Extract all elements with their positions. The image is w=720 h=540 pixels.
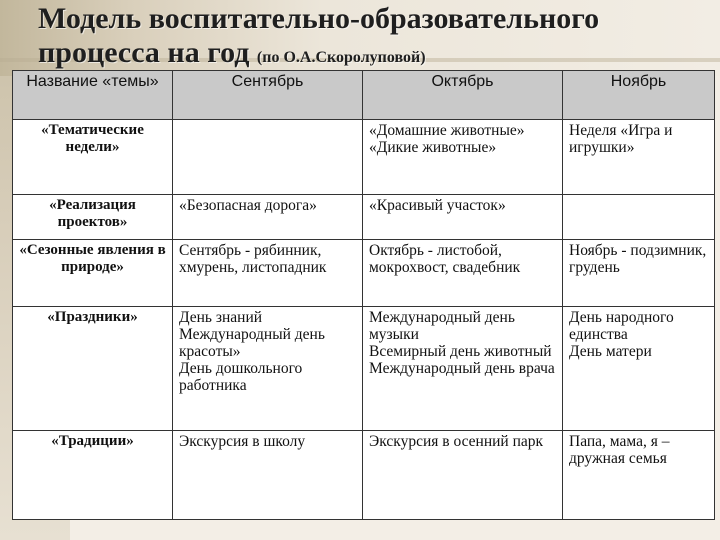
cell-sep bbox=[173, 120, 363, 195]
table-row bbox=[13, 120, 715, 195]
header-november: Ноябрь bbox=[563, 71, 715, 120]
header-september: Сентябрь bbox=[173, 71, 363, 120]
cell-line: Международный день врача bbox=[369, 359, 555, 377]
cell-oct bbox=[363, 120, 563, 195]
table-header-row bbox=[13, 71, 715, 120]
cell-nov bbox=[563, 239, 715, 306]
table-row bbox=[13, 239, 715, 306]
cell-line: Папа, мама, я – дружная семья bbox=[569, 432, 670, 467]
cell-nov bbox=[563, 120, 715, 195]
cell-sep bbox=[173, 430, 363, 519]
cell-line: Экскурсия в осенний парк bbox=[369, 432, 544, 450]
table-row bbox=[13, 306, 715, 430]
cell-line: День дошкольного работника bbox=[179, 359, 303, 394]
row-topic: «Традиции» bbox=[13, 430, 173, 519]
row-topic: «Реализация проектов» bbox=[13, 195, 173, 240]
row-topic: «Тематические недели» bbox=[13, 120, 173, 195]
title-author: (по О.А.Скоролуповой) bbox=[256, 49, 426, 66]
cell-line: Всемирный день животный bbox=[369, 342, 552, 360]
cell-line: Международный день музыки bbox=[369, 308, 515, 343]
title-line-2: процесса на год bbox=[38, 36, 250, 69]
cell-line: «Красивый участок» bbox=[369, 197, 506, 215]
cell-nov bbox=[563, 430, 715, 519]
cell-line: Неделя «Игра и игрушки» bbox=[569, 122, 673, 156]
cell-oct bbox=[363, 430, 563, 519]
table-row bbox=[13, 430, 715, 519]
cell-oct bbox=[363, 195, 563, 240]
row-topic: «Сезонные явления в природе» bbox=[13, 239, 173, 306]
slide-title bbox=[38, 2, 718, 75]
cell-nov bbox=[563, 195, 715, 240]
cell-line: Ноябрь - подзимник, грудень bbox=[569, 241, 707, 276]
cell-sep bbox=[173, 239, 363, 306]
cell-line: День знаний bbox=[179, 308, 263, 326]
cell-oct bbox=[363, 306, 563, 430]
cell-line: «Домашние животные» bbox=[369, 122, 525, 139]
year-plan-table bbox=[12, 70, 715, 520]
cell-sep bbox=[173, 306, 363, 430]
cell-line: Октябрь - листобой, мокрохвост, свадебник bbox=[369, 241, 521, 276]
cell-line: «Безопасная дорога» bbox=[179, 197, 317, 215]
cell-line: Экскурсия в школу bbox=[179, 432, 306, 450]
header-topic: Название «темы» bbox=[13, 71, 173, 120]
title-line-1: Модель воспитательно-образовательного bbox=[38, 2, 600, 35]
cell-line: «Дикие животные» bbox=[369, 139, 497, 156]
cell-nov bbox=[563, 306, 715, 430]
header-october: Октябрь bbox=[363, 71, 563, 120]
cell-line: День матери bbox=[569, 342, 652, 360]
cell-line: Международный день красоты» bbox=[179, 325, 325, 360]
row-topic: «Праздники» bbox=[13, 306, 173, 430]
cell-line: День народного единства bbox=[569, 308, 674, 343]
cell-line: Сентябрь - рябинник, хмурень, листопадник bbox=[179, 241, 327, 276]
table-row bbox=[13, 195, 715, 240]
table-body bbox=[13, 120, 715, 520]
cell-sep bbox=[173, 195, 363, 240]
cell-oct bbox=[363, 239, 563, 306]
